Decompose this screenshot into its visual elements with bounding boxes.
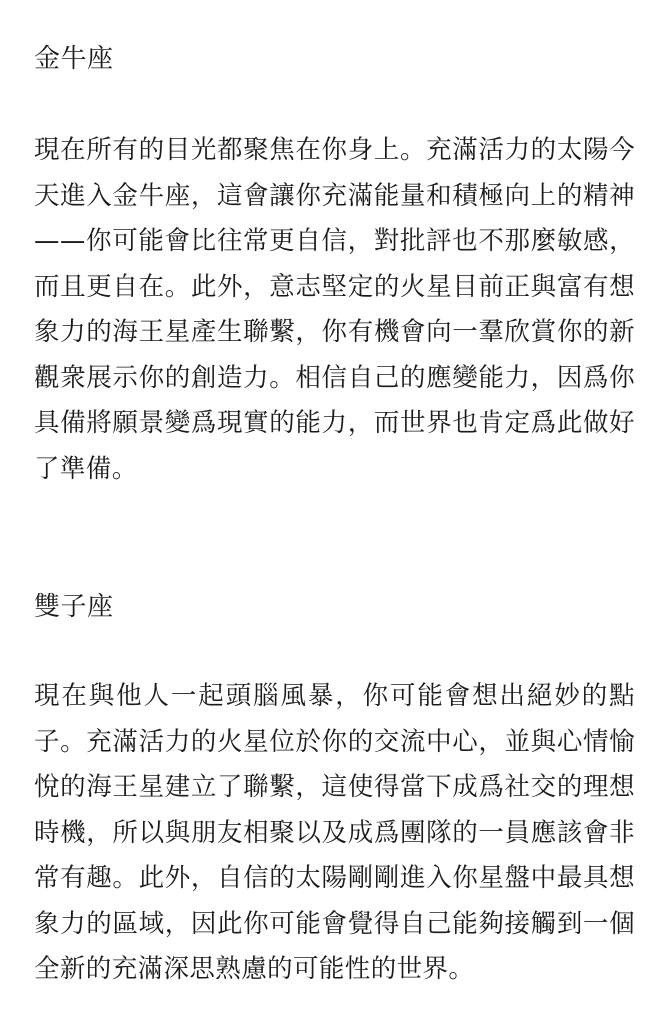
section-body-taurus: 現在所有的目光都聚焦在你身上。充滿活力的太陽今天進入金牛座，這會讓你充滿能量和積極向上的精神——你可能會比往常更自信，對批評也不那麼敏感，而且更自在。此外，意志堅定的火星目前正與富有想象力的海王星產生聯繫，你有機會向一羣欣賞你的新觀衆展示你的創造力。相信自己的應變能力，因爲你具備將願景變爲現實的能力，而世界也肯定爲此做好了準備。 [34, 135, 635, 484]
horoscope-section-gemini [34, 592, 635, 984]
section-body-gemini: 現在與他人一起頭腦風暴，你可能會想出絕妙的點子。充滿活力的火星位於你的交流中心，並與心情愉悅的海王星建立了聯繫，這使得當下成爲社交的理想時機，所以與朋友相聚以及成爲團隊的一員應該會非常有趣。此外，自信的太陽剛剛進入你星盤中最具想象力的區域，因此你可能會覺得自己能夠接觸到一個全新的充滿深思熟慮的可能性的世界。 [34, 681, 635, 984]
section-title-taurus: 金牛座 [34, 44, 114, 74]
horoscope-section-taurus [34, 44, 635, 484]
section-title-gemini: 雙子座 [34, 592, 114, 622]
